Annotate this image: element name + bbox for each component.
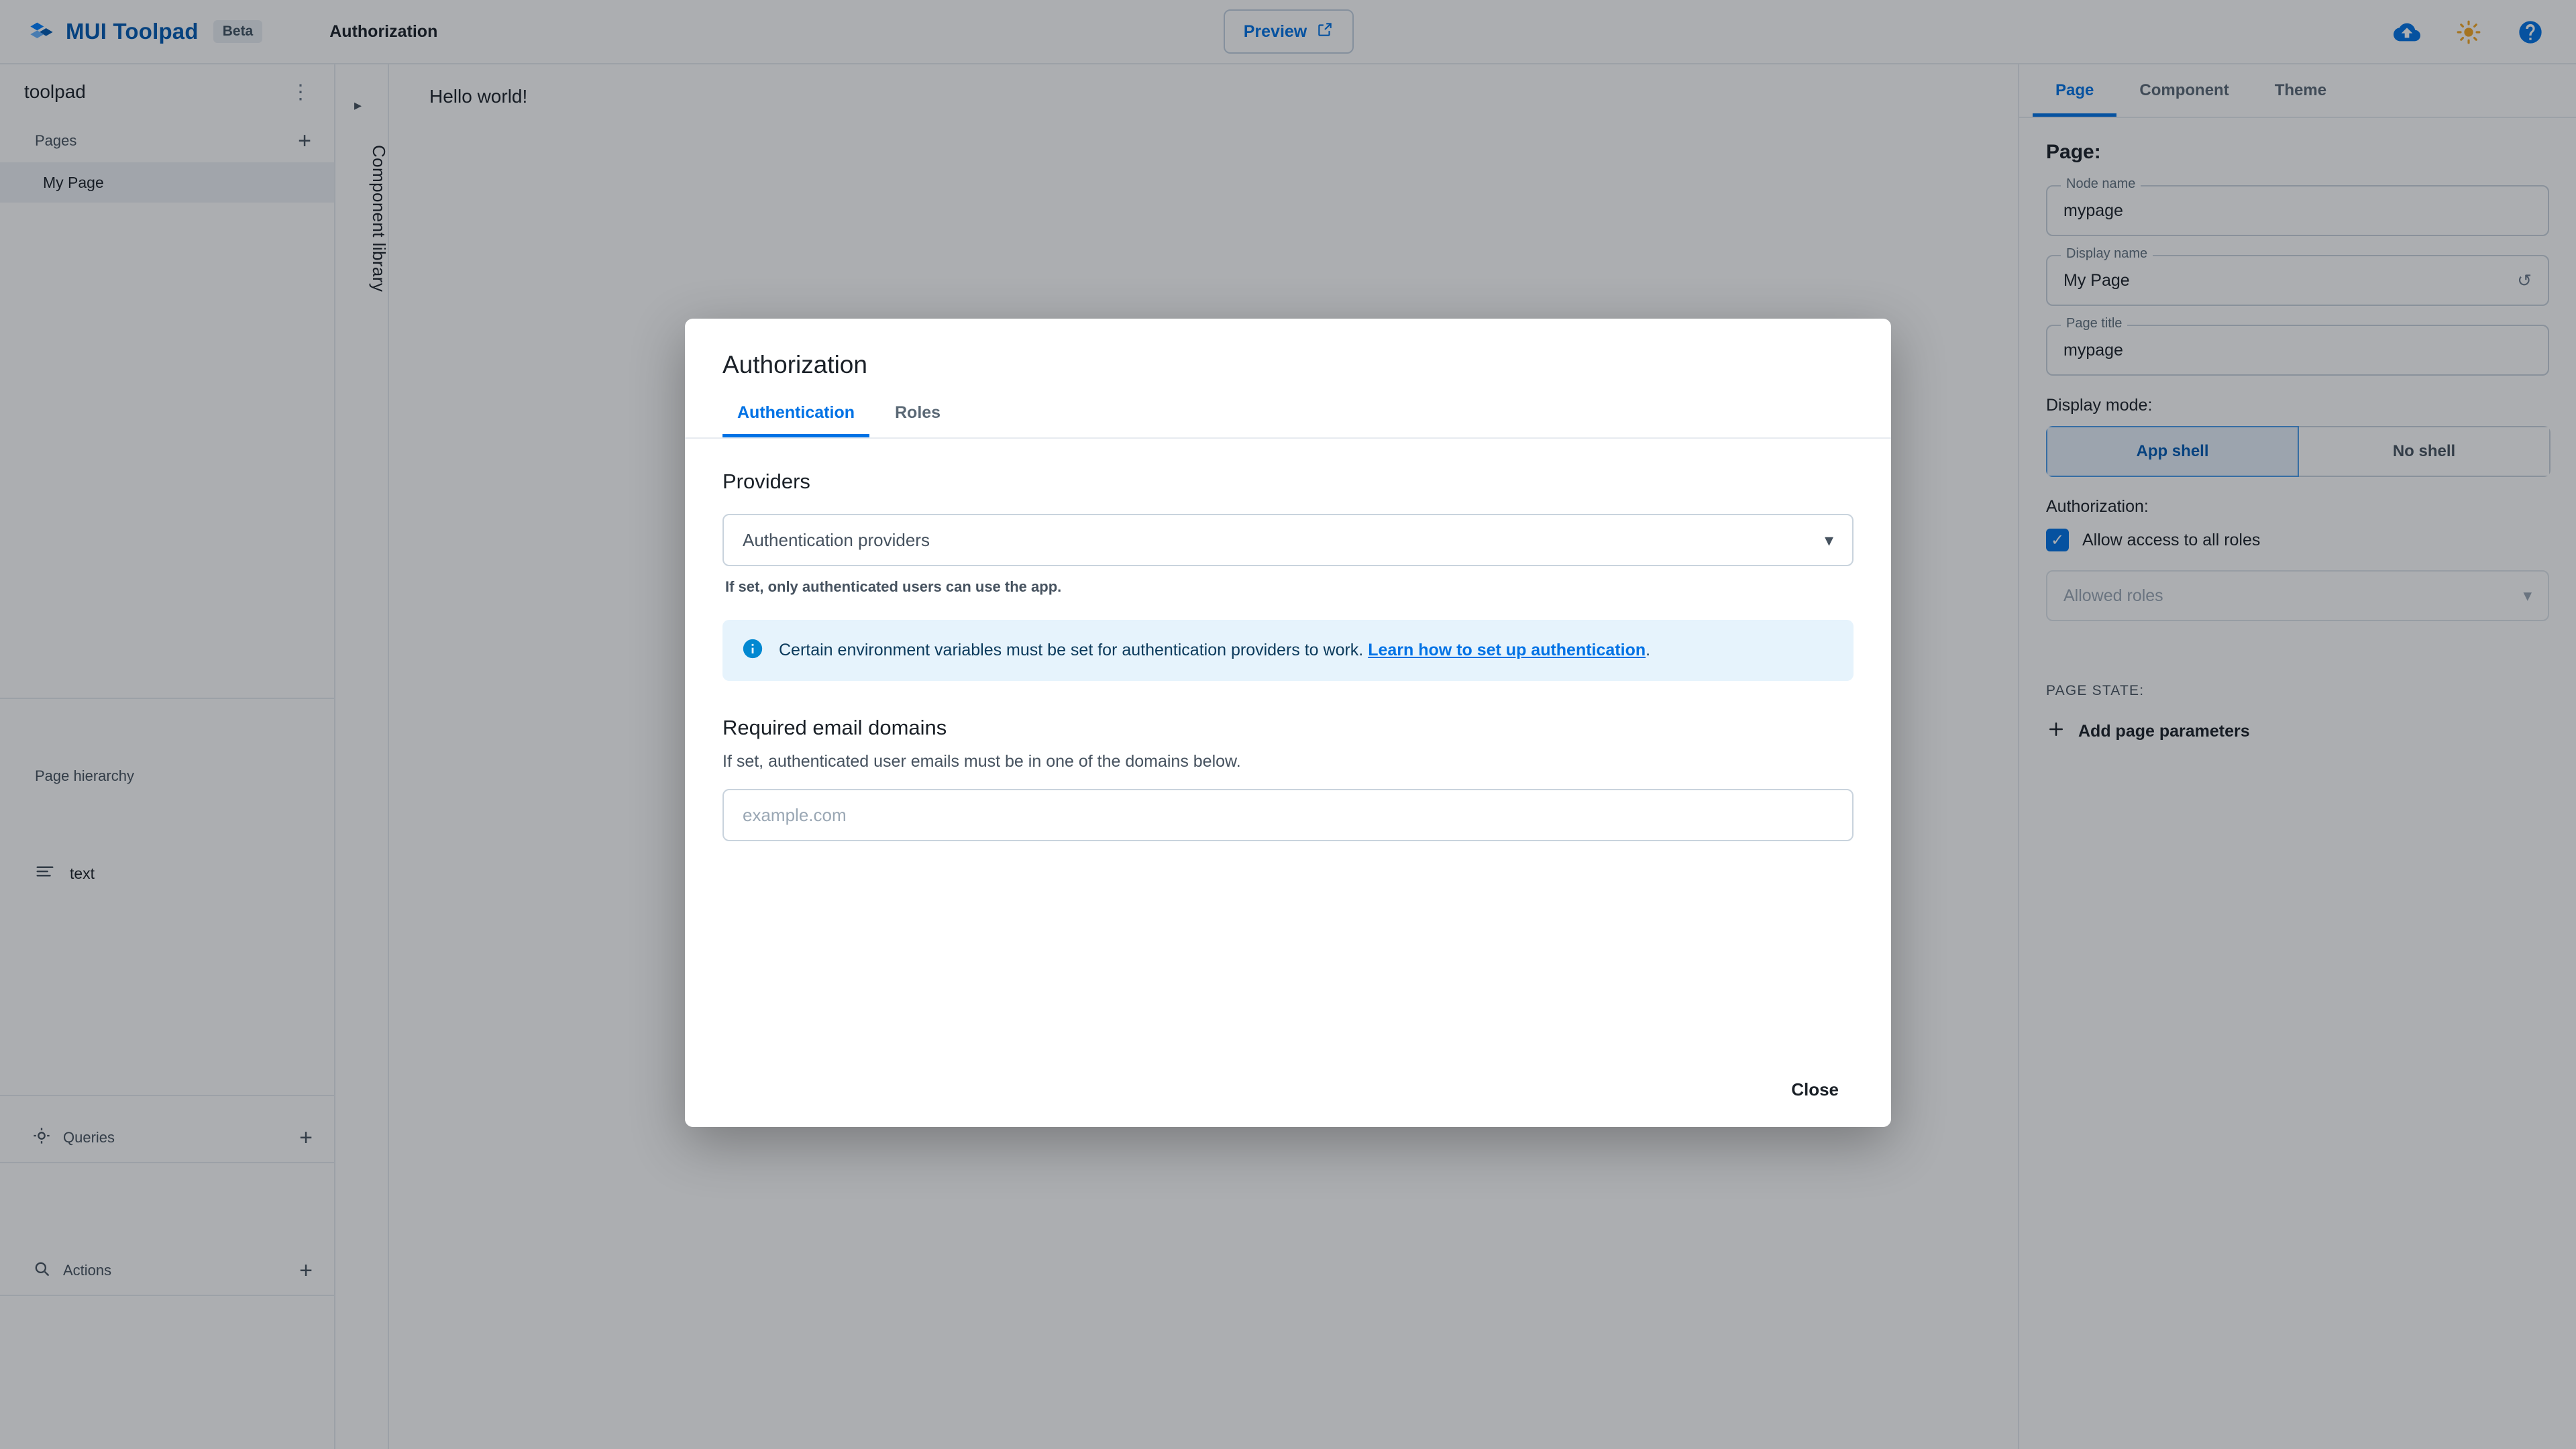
allow-all-roles-label: Allow access to all roles (2082, 530, 2261, 549)
authorization-label: Authorization: (2046, 497, 2149, 516)
page-title-value: mypage (2063, 340, 2123, 360)
page-item-label: My Page (43, 173, 104, 191)
alert-suffix: . (1646, 641, 1651, 659)
required-email-domains-desc: If set, authenticated user emails must be in one of the domains below. (722, 752, 1241, 771)
alert-text: Certain environment variables must be set for authentication providers to work. (779, 641, 1364, 659)
node-name-legend: Node name (2061, 176, 2141, 192)
add-query-icon[interactable]: + (299, 1125, 313, 1150)
display-mode-label: Display mode: (2046, 396, 2153, 415)
dialog-tabs (685, 403, 1891, 439)
reset-icon[interactable]: ↺ (2517, 270, 2532, 290)
tab-theme[interactable]: Theme (2274, 81, 2327, 99)
tab-roles[interactable]: Roles (895, 403, 941, 422)
page-title-legend: Page title (2061, 316, 2127, 331)
hierarchy-item-label: text (70, 864, 95, 882)
info-alert (722, 620, 1854, 681)
providers-heading: Providers (722, 470, 810, 493)
dialog-body (685, 439, 1891, 841)
page-hierarchy-label: Page hierarchy (35, 767, 134, 784)
info-icon (741, 637, 764, 663)
setup-authentication-link[interactable]: Learn how to set up authentication (1368, 641, 1646, 659)
authentication-providers-value: Authentication providers (743, 529, 930, 550)
page-state-label: PAGE STATE: (2046, 683, 2145, 698)
allow-all-roles-checkbox[interactable]: ✓ (2046, 529, 2069, 551)
add-page-parameters-label: Add page parameters (2078, 722, 2250, 741)
authorization-dialog (685, 319, 1891, 1127)
actions-label: Actions (63, 1262, 112, 1279)
display-name-legend: Display name (2061, 246, 2153, 262)
toggle-app-shell[interactable]: App shell (2046, 426, 2299, 477)
providers-helper-text: If set, only authenticated users can use the app. (725, 578, 1062, 595)
preview-label: Preview (1243, 21, 1307, 41)
display-name-value: My Page (2063, 270, 2130, 290)
pages-label: Pages (35, 132, 77, 149)
toggle-no-shell[interactable]: No shell (2299, 426, 2551, 477)
close-button[interactable]: Close (1791, 1079, 1839, 1099)
email-domains-input[interactable] (722, 789, 1854, 841)
tab-component[interactable]: Component (2139, 81, 2229, 99)
tab-page[interactable]: Page (2033, 64, 2116, 117)
node-name-value: mypage (2063, 201, 2123, 220)
dialog-title: Authorization (722, 351, 867, 378)
beta-badge: Beta (213, 20, 263, 43)
brand-name: MUI Toolpad (66, 19, 199, 44)
allowed-roles-placeholder: Allowed roles (2063, 586, 2163, 605)
page-section-heading: Page: (2046, 141, 2101, 163)
breadcrumb: Authorization (329, 21, 438, 41)
chevron-down-icon: ▾ (1824, 529, 1833, 550)
authentication-providers-select[interactable] (722, 514, 1854, 566)
add-page-icon[interactable]: + (298, 128, 311, 154)
email-domains-placeholder: example.com (743, 804, 847, 825)
project-name: toolpad (24, 81, 86, 102)
tab-authentication[interactable]: Authentication (722, 403, 869, 437)
kebab-menu-icon[interactable]: ⋮ (290, 80, 311, 103)
required-email-domains-heading: Required email domains (722, 716, 947, 739)
component-library-label[interactable]: Component library (369, 145, 389, 292)
chevron-right-icon[interactable]: ▸ (354, 97, 362, 113)
add-action-icon[interactable]: + (299, 1258, 313, 1283)
canvas-text-node[interactable]: Hello world! (429, 86, 528, 107)
queries-label: Queries (63, 1129, 115, 1146)
chevron-down-icon: ▾ (2523, 586, 2532, 605)
